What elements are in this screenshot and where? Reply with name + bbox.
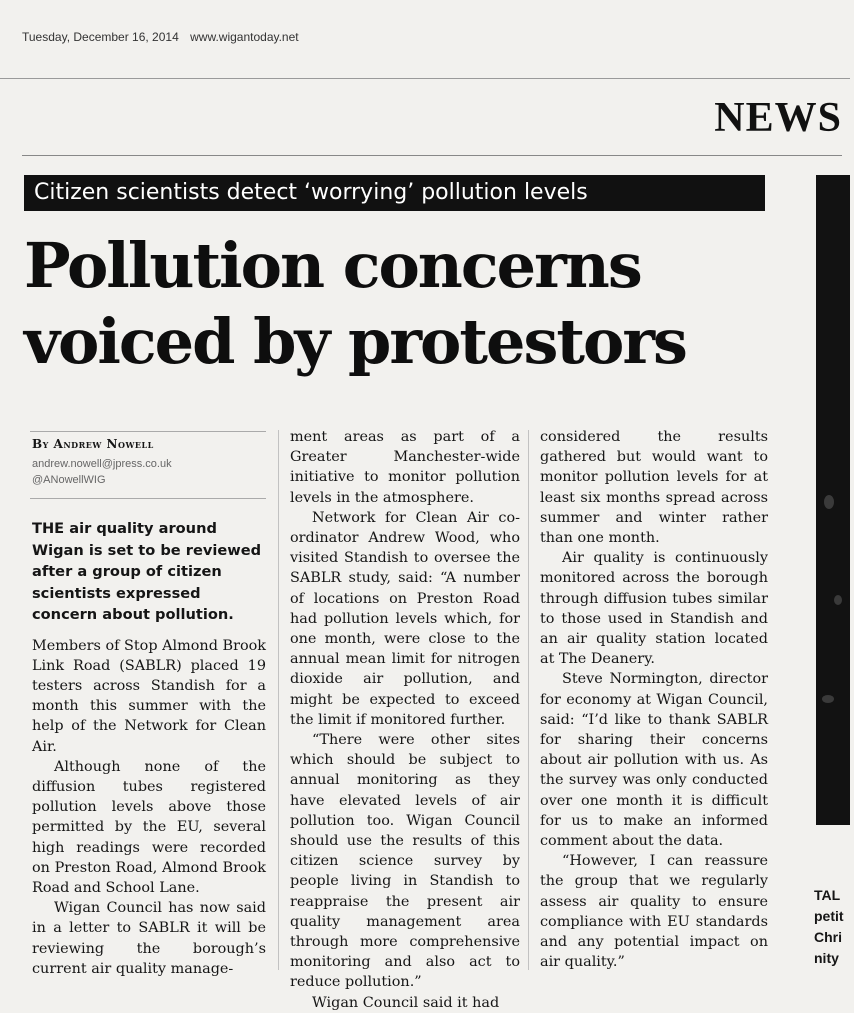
- article-lead: THE air quality around Wigan is set to be reviewed after a group of citizen scientists expressed concern about pollution.: [32, 520, 262, 623]
- website-url: www.wigantoday.net: [190, 30, 299, 44]
- paragraph: “However, I can reassure the group that we regularly assess air quality to ensure compliance with EU standards and any potential impact on air quality.”: [540, 853, 768, 971]
- top-rule: [0, 78, 850, 79]
- issue-date: Tuesday, December 16, 2014: [22, 30, 179, 44]
- column-divider: [528, 430, 529, 970]
- paragraph: Air quality is continuously monitored across the borough through diffusion tubes similar to those used in Standish and an air quality station located at The Deanery.: [540, 550, 768, 668]
- paragraph: Although none of the diffusion tubes registered pollution levels above those permitted by the EU, several high readings were recorded on Preston Road, Almond Brook Road and School Lane.: [32, 758, 266, 896]
- strapline: Citizen scientists detect ‘worrying’ pollution levels: [24, 175, 765, 211]
- byline-author: By Andrew Nowell: [32, 437, 154, 451]
- article-column-2: [290, 427, 520, 1013]
- paragraph: ment areas as part of a Greater Manchester-wide initiative to monitor pollution levels in the atmosphere.: [290, 429, 520, 506]
- adjacent-photo: [816, 175, 850, 825]
- caption-line: petit: [814, 908, 844, 924]
- byline-rule-top: [30, 431, 266, 432]
- paragraph: Steve Normington, director for economy at Wigan Council, said: “I’d like to thank SABLR for sharing their concerns about air pollution with us. As the survey was only conducted over one month it is difficult for us to make an informed comment about the data.: [540, 671, 768, 850]
- caption-line: Chri: [814, 929, 842, 945]
- paragraph: “There were other sites which should be subject to annual monitoring as they have elevated levels of air pollution too. Wigan Council should use the results of this citizen science survey by people living in Standish to reappraise the present air quality management area through more comprehensive monitoring and also act to reduce pollution.”: [290, 732, 520, 991]
- section-rule: [22, 155, 842, 156]
- byline-twitter: @ANowellWIG: [32, 474, 106, 486]
- paragraph: Members of Stop Almond Brook Link Road (SABLR) placed 19 testers across Standish for a month this summer with the help of the Network for Clean Air.: [32, 637, 266, 755]
- byline-email: andrew.nowell@jpress.co.uk: [32, 458, 172, 470]
- byline-rule-bottom: [30, 498, 266, 499]
- article-column-1: [32, 518, 266, 979]
- paragraph: considered the results gathered but would want to monitor pollution levels for at least six months spread across summer and winter rather than one month.: [540, 429, 768, 547]
- adjacent-caption: [814, 885, 854, 969]
- column-divider: [278, 430, 279, 970]
- headline: [24, 228, 804, 380]
- article-column-3: [540, 427, 768, 972]
- paragraph: Wigan Council said it had: [312, 994, 500, 1011]
- caption-line: TAL: [814, 887, 841, 903]
- paragraph: Wigan Council has now said in a letter to SABLR it will be reviewing the borough’s current air quality manage-: [32, 900, 266, 977]
- paragraph: Network for Clean Air co-ordinator Andrew Wood, who visited Standish to oversee the SABLR study, said: “A number of locations on Preston Road had pollution levels which, for one month, were close to the annual mean limit for nitrogen dioxide air pollution, and might be expected to exceed the limit if monitored further.: [290, 509, 520, 728]
- headline-line-1: Pollution concerns: [24, 229, 641, 302]
- headline-line-2: voiced by protestors: [24, 305, 686, 378]
- section-label: NEWS: [714, 95, 842, 141]
- dateline: [22, 30, 299, 44]
- caption-line: nity: [814, 950, 839, 966]
